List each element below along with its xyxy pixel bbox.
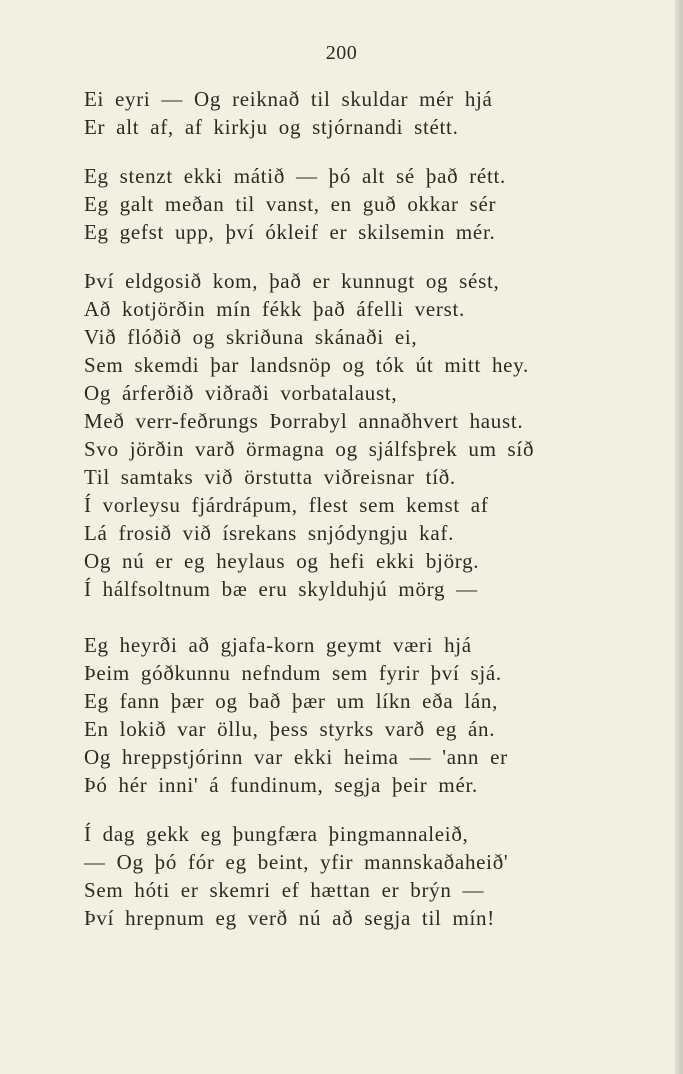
verse-line: Að kotjörðin mín fékk það áfelli verst. xyxy=(84,297,465,321)
verse-line: Er alt af, af kirkju og stjórnandi stétt. xyxy=(84,115,459,139)
verse-line: Svo jörðin varð örmagna og sjálfsþrek um síð xyxy=(84,437,535,461)
verse-line: Í dag gekk eg þungfæra þingmannaleið, xyxy=(84,822,469,846)
verse-line: Því eldgosið kom, það er kunnugt og sést, xyxy=(84,269,500,293)
verse-line: Þeim góðkunnu nefndum sem fyrir því sjá. xyxy=(84,661,502,685)
verse-line: Og nú er eg heylaus og hefi ekki björg. xyxy=(84,549,480,573)
verse-line: Því hrepnum eg verð nú að segja til mín! xyxy=(84,906,495,930)
verse-line: Eg gefst upp, því ókleif er skilsemin mér. xyxy=(84,220,496,244)
verse-line: Og árferðið viðraði vorbatalaust, xyxy=(84,381,398,405)
verse-line: Og hreppstjórinn var ekki heima — 'ann er xyxy=(84,745,508,769)
verse-line: Eg galt meðan til vanst, en guð okkar sér xyxy=(84,192,497,216)
stanza xyxy=(84,85,674,141)
page-number: 200 xyxy=(325,42,358,64)
verse-line: Sem hóti er skemri ef hættan er brýn — xyxy=(84,878,485,902)
verse-line: Þó hér inni' á fundinum, segja þeir mér. xyxy=(84,773,478,797)
verse-line: Ei eyri — Og reiknað til skuldar mér hjá xyxy=(84,87,493,111)
verse-line: Með verr-feðrungs Þorrabyl annaðhvert haust. xyxy=(84,409,524,433)
verse-line: Eg fann þær og bað þær um líkn eða lán, xyxy=(84,689,499,713)
verse-line: Við flóðið og skriðuna skánaði ei, xyxy=(84,325,418,349)
verse-line: Sem skemdi þar landsnöp og tók út mitt hey. xyxy=(84,353,529,377)
verse-line: Í vorleysu fjárdrápum, flest sem kemst af xyxy=(84,493,489,517)
stanza xyxy=(84,162,674,246)
verse-line: — Og þó fór eg beint, yfir mannskaðaheið' xyxy=(84,850,509,874)
verse-line: Í hálfsoltnum bæ eru skylduhjú mörg — xyxy=(84,577,478,601)
page-edge xyxy=(675,0,683,1074)
verse-line: Eg heyrði að gjafa-korn geymt væri hjá xyxy=(84,633,472,657)
verse-line: Til samtaks við örstutta viðreisnar tíð. xyxy=(84,465,456,489)
stanza xyxy=(84,267,674,603)
verse-line: En lokið var öllu, þess styrks varð eg án. xyxy=(84,717,496,741)
verse-line: Lá frosið við ísrekans snjódyngju kaf. xyxy=(84,521,455,545)
stanza xyxy=(84,631,674,799)
verse-line: Eg stenzt ekki mátið — þó alt sé það rétt. xyxy=(84,164,506,188)
stanza xyxy=(84,820,674,932)
